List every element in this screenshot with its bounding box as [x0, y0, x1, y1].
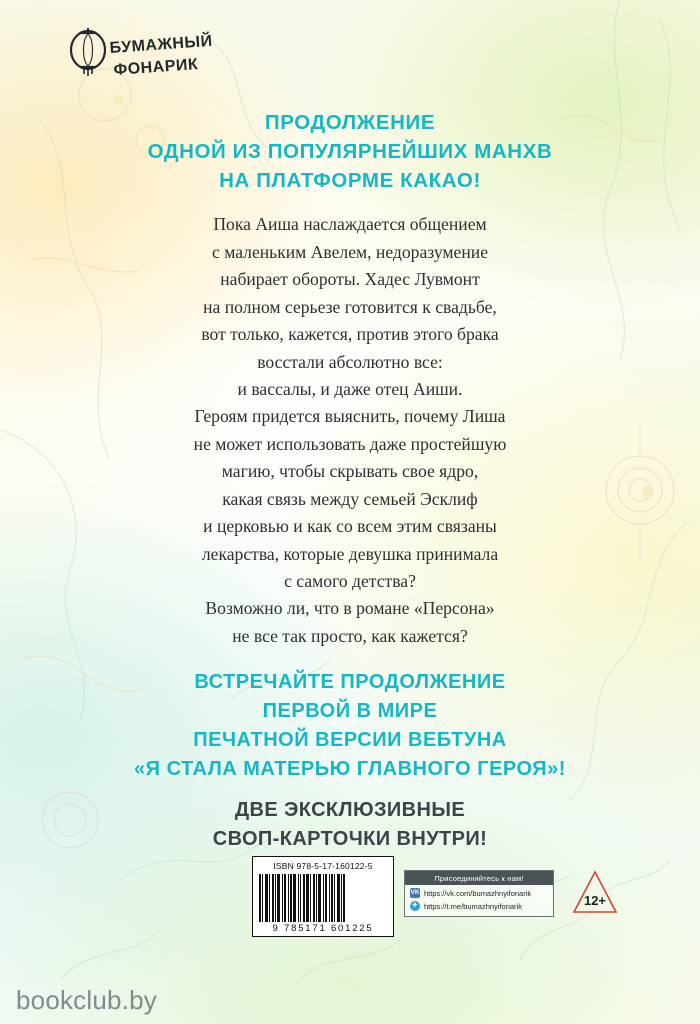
synopsis-line-4: на полном серьезе готовится к свадьбе, — [203, 296, 497, 317]
synopsis-line-5: вот только, кажется, против этого брака — [201, 324, 499, 345]
synopsis-line-7: и вассалы, и даже отец Аиши. — [237, 378, 463, 399]
telegram-icon: ✈ — [410, 901, 420, 911]
social-links-box — [404, 870, 554, 917]
age-rating-badge — [572, 870, 618, 914]
barcode-bars — [257, 874, 389, 922]
synopsis-line-9: не может использовать даже простейшую — [193, 433, 507, 454]
social-box-title: Присоединяйтесь к нам! — [405, 871, 553, 885]
synopsis-line-14: с самого детства? — [284, 571, 416, 592]
age-rating-text: 12+ — [583, 893, 607, 908]
barcode-block — [252, 856, 394, 937]
synopsis-paragraph — [60, 211, 640, 650]
bonus-line-1: ДВЕ ЭКСКЛЮЗИВНЫЕ — [234, 799, 466, 822]
svg-text:ФОНАРИК: ФОНАРИК — [113, 56, 199, 79]
blurb-content — [0, 108, 700, 853]
synopsis-line-12: и церковью и как со всем этим связаны — [203, 516, 497, 537]
watermark: bookclub.by — [16, 985, 157, 1015]
synopsis-line-2: с маленьким Авелем, недоразумение — [211, 241, 489, 262]
headline-line-2: ОДНОЙ ИЗ ПОПУЛЯРНЕЙШИХ МАНХВ — [147, 140, 553, 164]
svg-text:БУМАЖНЫЙ: БУМАЖНЫЙ — [109, 32, 214, 57]
barcode-digits: 9 785171 601225 — [272, 923, 374, 934]
social-link-telegram[interactable] — [405, 898, 553, 911]
synopsis-line-11: какая связь между семьей Эсклиф — [222, 488, 478, 509]
callout-line-1: ВСТРЕЧАЙТЕ ПРОДОЛЖЕНИЕ — [194, 671, 506, 694]
bonus-line-2: СВОП-КАРТОЧКИ ВНУТРИ! — [212, 827, 488, 850]
telegram-url: https://t.me/bumazhnyifonarik — [424, 901, 522, 911]
synopsis-line-13: лекарства, которые девушка принимала — [201, 543, 499, 564]
synopsis-line-10: магию, чтобы скрывать свое ядро, — [221, 461, 479, 482]
publisher-logo — [58, 24, 218, 88]
synopsis-line-16: не все так просто, как кажется? — [232, 625, 468, 646]
callout-block — [60, 668, 640, 784]
synopsis-line-8: Героям придется выяснить, почему Лиша — [194, 406, 506, 427]
cover-footer — [0, 856, 700, 976]
isbn-text: ISBN 978-5-17-160122-5 — [273, 861, 373, 871]
synopsis-line-6: восстали абсолютно все: — [257, 351, 443, 372]
paper-lantern-icon — [71, 28, 105, 76]
callout-line-2: ПЕРВОЙ В МИРЕ — [262, 700, 438, 723]
social-link-vk[interactable] — [405, 885, 553, 898]
callout-line-4: «Я СТАЛА МАТЕРЬЮ ГЛАВНОГО ГЕРОЯ»! — [134, 758, 566, 781]
headline-line-3: НА ПЛАТФОРМЕ КАКАО! — [219, 169, 481, 193]
headline-block — [60, 108, 640, 195]
headline-line-1: ПРОДОЛЖЕНИЕ — [264, 111, 436, 134]
synopsis-line-15: Возможно ли, что в романе «Персона» — [205, 598, 495, 619]
callout-line-3: ПЕЧАТНОЙ ВЕРСИИ ВЕБТУНА — [193, 729, 507, 752]
vk-icon: VK — [410, 889, 420, 896]
vk-url: https://vk.com/bumazhnyifonarik — [424, 888, 532, 898]
bonus-cards-block — [60, 796, 640, 853]
synopsis-line-3: набирает обороты. Хадес Лувмонт — [220, 269, 480, 290]
synopsis-line-1: Пока Аиша наслаждается общением — [213, 214, 487, 235]
